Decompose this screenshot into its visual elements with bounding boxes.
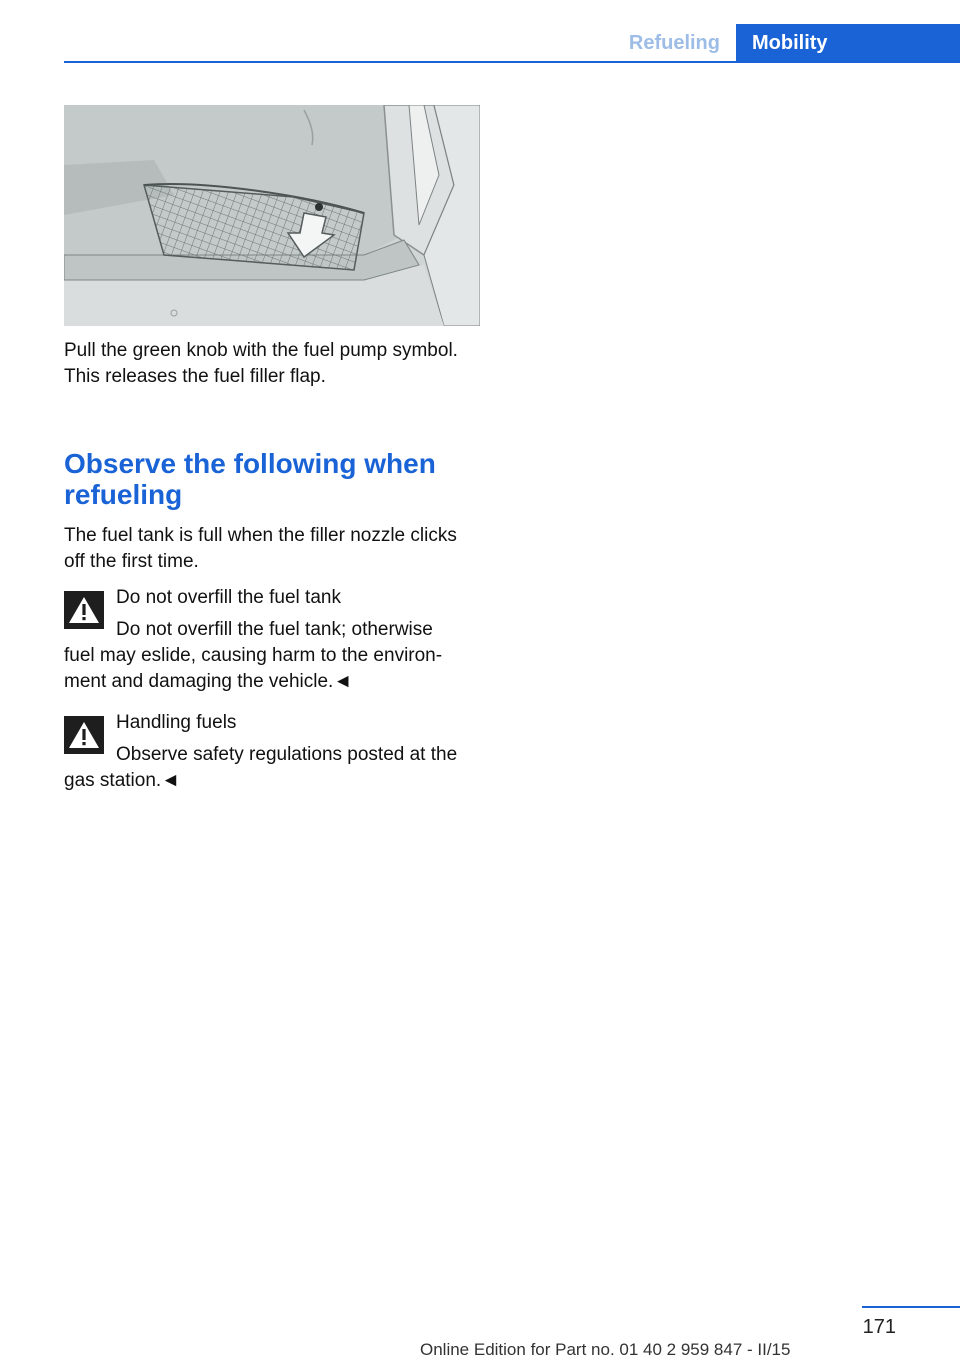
warning-text-line-2: gas station.◄: [64, 770, 180, 791]
figure-caption: [64, 338, 482, 390]
edition-line: Online Edition for Part no. 01 40 2 959 847 - II/15: [420, 1340, 791, 1359]
warning-text-line-1: Do not overfill the fuel tank; otherwise: [116, 619, 433, 640]
section-intro: [64, 523, 482, 575]
trunk-illustration: [64, 105, 480, 326]
intro-line-1: The fuel tank is full when the filler nozzle clicks: [64, 525, 457, 546]
caption-line-2: This releases the fuel filler flap.: [64, 366, 326, 387]
warning-triangle-icon: [64, 591, 104, 629]
trunk-net-drawing: [64, 105, 480, 326]
header-tabs: [596, 24, 960, 62]
warning-overfill: [64, 585, 484, 695]
footer-rule: [862, 1306, 960, 1308]
warning-triangle-icon: [64, 716, 104, 754]
section-heading: [64, 448, 484, 510]
chapter-tab: Mobility: [736, 24, 960, 62]
warning-text-line-2: fuel may eslide, causing harm to the environ-: [64, 645, 443, 666]
heading-line-1: Observe the following when: [64, 448, 436, 479]
warning-title: Do not overfill the fuel tank: [116, 587, 341, 608]
intro-line-2: off the first time.: [64, 551, 199, 572]
warning-text-line-3: ment and damaging the vehicle.◄: [64, 671, 353, 692]
warning-title: Handling fuels: [116, 712, 237, 733]
warning-handling-fuels: [64, 710, 484, 794]
caption-line-1: Pull the green knob with the fuel pump symbol.: [64, 340, 458, 361]
section-tab: Refueling: [628, 31, 720, 54]
page-number: 171: [862, 1316, 896, 1338]
heading-line-2: refueling: [64, 479, 183, 510]
warning-text-line-1: Observe safety regulations posted at the: [116, 744, 458, 765]
header-rule: [64, 61, 960, 63]
